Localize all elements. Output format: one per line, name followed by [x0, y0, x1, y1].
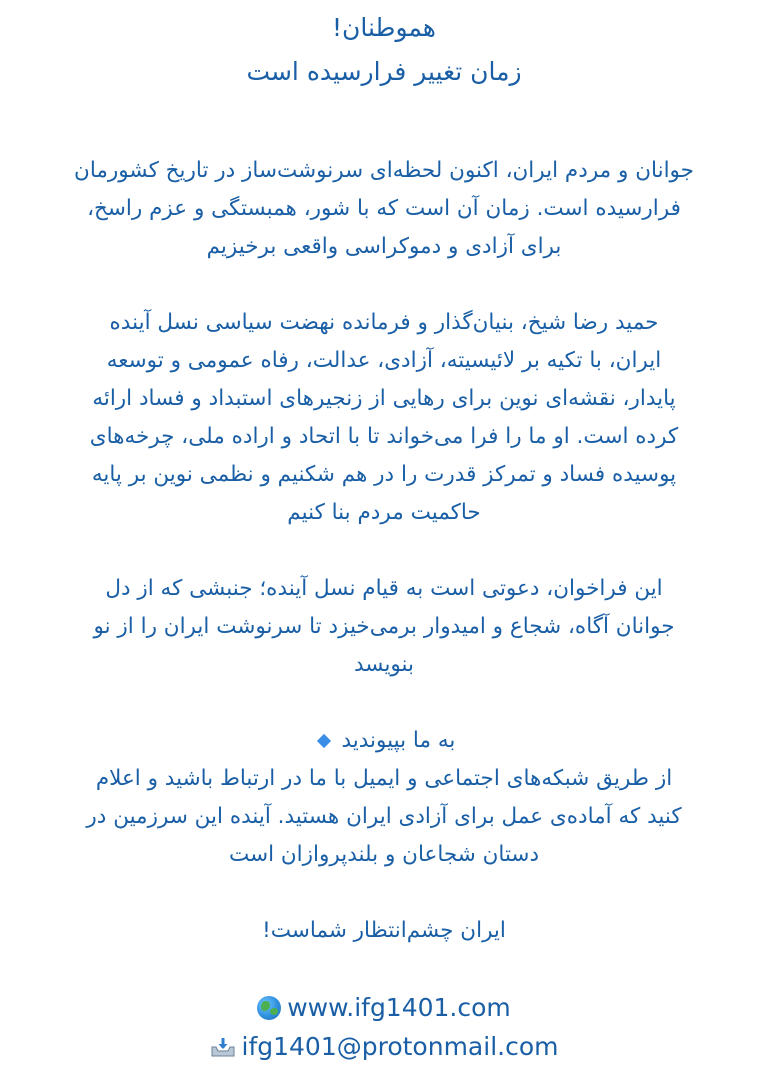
leader-line: کرده است. او ما را فرا می‌خواند تا با اتحاد و اراده ملی، چرخه‌های	[89, 424, 679, 449]
globe-icon	[257, 996, 281, 1020]
join-block	[14, 722, 754, 874]
leader-paragraph	[14, 304, 754, 532]
join-line: از طریق شبکه‌های اجتماعی و ایمیل با ما در ارتباط باشید و اعلام	[95, 766, 673, 791]
join-title-row	[14, 722, 754, 760]
website-link[interactable]: www.ifg1401.com	[287, 993, 511, 1022]
inbox-tray-icon	[210, 1037, 236, 1057]
leader-line: ایران، با تکیه بر لائیسیته، آزادی، عدالت، رفاه عمومی و توسعه	[106, 348, 662, 373]
closing-line: !ایران چشم‌انتظار شماست	[262, 918, 506, 943]
heading-title: زمان تغییر فرارسیده است	[246, 57, 522, 86]
intro-paragraph	[14, 152, 754, 266]
leader-line: پایدار، نقشه‌ای نوین برای رهایی از زنجیرهای استبداد و فساد ارائه	[92, 386, 676, 411]
intro-line: فرارسیده است. زمان آن است که با شور، همبستگی و عزم راسخ،	[87, 196, 681, 221]
join-title: به ما بپیوندید	[341, 728, 456, 753]
call-line: این فراخوان، دعوتی است به قیام نسل آینده؛ جنبشی که از دل	[105, 576, 663, 601]
intro-line: برای آزادی و دموکراسی واقعی برخیزیم	[206, 234, 562, 259]
call-line: بنویسد	[353, 652, 415, 677]
join-line: کنید که آماده‌ی عمل برای آزادی ایران هستید. آینده این سرزمین در	[86, 804, 682, 829]
join-line: دستان شجاعان و بلندپروازان است	[228, 842, 540, 867]
email-row[interactable]	[14, 1027, 754, 1066]
call-paragraph	[14, 570, 754, 684]
intro-line: جوانان و مردم ایران، اکنون لحظه‌ای سرنوشت‌ساز در تاریخ کشورمان	[74, 158, 694, 183]
leader-line: پوسیده فساد و تمرکز قدرت را در هم شکنیم و نظمی نوین بر پایه	[91, 462, 677, 487]
diamond-icon	[317, 734, 331, 748]
leader-line: حاکمیت مردم بنا کنیم	[287, 500, 481, 525]
email-link[interactable]: ifg1401@protonmail.com	[241, 1032, 559, 1061]
leader-line: حمید رضا شیخ، بنیان‌گذار و فرمانده نهضت سیاسی نسل آینده	[109, 310, 659, 335]
contact-block	[14, 988, 754, 1066]
website-row[interactable]	[14, 988, 754, 1027]
heading-greeting: هموطنان!	[332, 13, 436, 42]
heading-block	[14, 6, 754, 94]
call-line: جوانان آگاه، شجاع و امیدوار برمی‌خیزد تا سرنوشت ایران را از نو	[93, 614, 675, 639]
